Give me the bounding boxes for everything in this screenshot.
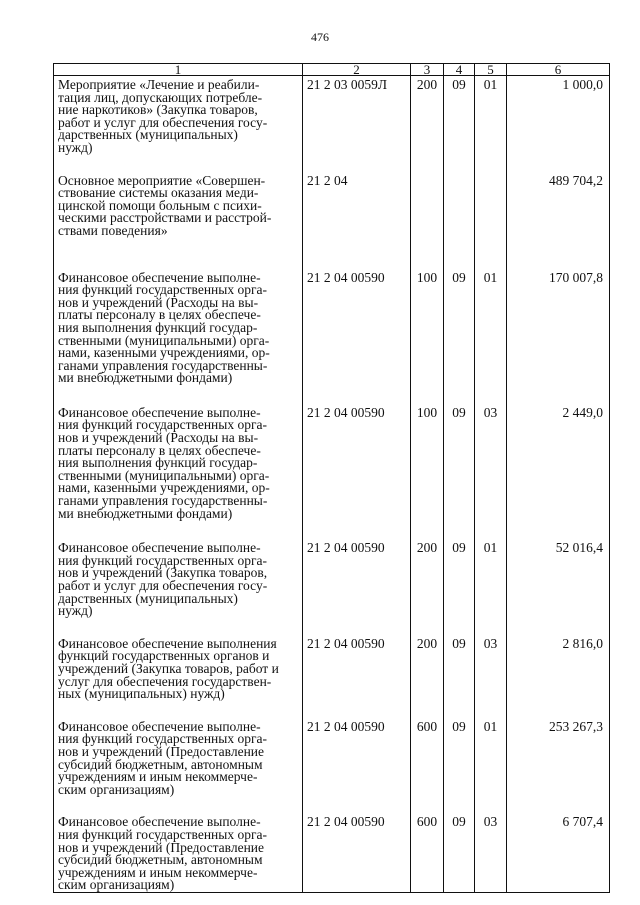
row-amount-cell [507, 172, 610, 272]
page-number: 476 [311, 30, 329, 44]
row-pr-cell [475, 175, 507, 272]
row-csr-cell [303, 718, 411, 817]
column-header-amount: 6 [507, 64, 610, 76]
table-body [54, 76, 610, 893]
row-rz-text: 09 [452, 635, 466, 651]
row-vr-cell [411, 76, 444, 175]
table-row [54, 638, 610, 721]
row-csr-text: 21 2 04 00590 [307, 269, 385, 285]
row-amount-cell [507, 542, 610, 638]
row-name-text: Основное мероприятие «Совершен- ствование системы оказания меди- цинской помощи больным с психи- ческими расстройствами и расстрой- ствами поведения» [58, 172, 272, 238]
row-rz-text: 09 [452, 77, 466, 92]
row-name-cell [54, 76, 303, 175]
row-pr-cell [475, 76, 507, 175]
row-vr-cell [411, 542, 444, 638]
row-pr-text: 03 [483, 814, 498, 830]
row-rz-text: 09 [452, 404, 466, 420]
row-csr-text: 21 2 04 00590 [307, 404, 385, 420]
table-row [54, 175, 610, 272]
row-pr-text: 03 [483, 635, 498, 651]
table-row [54, 407, 610, 542]
row-rz-cell [444, 542, 475, 638]
row-name-text: Финансовое обеспечение выполне- ния функций государственных орга- нов и учреждений (Расходы на вы- платы персоналу в целях обеспече- ния выполнения функций государ- ственными (муниципальными) орга- нами, казенными учреждениями, ор- ганами управления государственны- ми внебюджетными фондами) [58, 404, 270, 521]
row-rz-text: 09 [452, 718, 466, 734]
row-csr-cell [303, 635, 411, 721]
row-pr-cell [475, 269, 507, 407]
row-amount-text: 253 267,3 [549, 718, 603, 734]
row-amount-text: 1 000,0 [562, 77, 603, 92]
row-pr-cell [475, 816, 507, 892]
budget-table [53, 63, 610, 893]
row-csr-text: 21 2 04 00590 [307, 635, 385, 651]
row-amount-text: 2 816,0 [562, 635, 603, 651]
row-vr-cell [411, 269, 444, 407]
row-csr-cell [303, 542, 411, 638]
row-pr-cell [475, 542, 507, 638]
row-amount-text: 52 016,4 [555, 540, 603, 556]
row-rz-cell [444, 269, 475, 407]
row-csr-text: 21 2 04 [307, 172, 348, 188]
row-vr-cell [411, 718, 444, 817]
row-amount-cell [507, 816, 610, 892]
row-rz-cell [444, 175, 475, 272]
row-rz-cell [444, 76, 475, 175]
row-vr-text: 600 [416, 814, 438, 830]
row-name-text: Финансовое обеспечение выполнения функций государственных органов и учреждений (Закупка товаров, работ и услуг для обеспечения государствен- ных (муниципальных) нужд) [58, 635, 279, 702]
row-pr-text: 01 [483, 540, 498, 556]
row-vr-text: 200 [416, 77, 438, 92]
row-csr-cell [303, 816, 411, 892]
table-row [54, 816, 610, 892]
row-name-text: Финансовое обеспечение выполне- ния функций государственных орга- нов и учреждений (Закупка товаров, работ и услуг для обеспечения госу- дарственных (муниципальных) нужд) [58, 540, 268, 619]
column-header-csr: 2 [303, 64, 411, 76]
row-vr-text: 100 [416, 404, 438, 420]
row-rz-cell [444, 816, 475, 892]
row-amount-text: 170 007,8 [549, 269, 603, 285]
row-rz-cell [444, 404, 475, 542]
row-amount-text: 2 449,0 [562, 404, 603, 420]
row-name-text: Финансовое обеспечение выполне- ния функций государственных орга- нов и учреждений (Расходы на вы- платы персоналу в целях обеспече- ния выполнения функций государ- ственными (муниципальными) орга- нами, казенными учреждениями, ор- ганами управления государственны- ми внебюджетными фондами) [58, 269, 270, 386]
row-vr-cell [411, 816, 444, 892]
column-header-vr: 3 [411, 64, 444, 76]
table-row [54, 272, 610, 407]
row-pr-text: 01 [483, 269, 498, 285]
row-name-cell [54, 269, 303, 407]
row-csr-cell [303, 76, 411, 175]
row-pr-text: 01 [483, 77, 498, 92]
row-rz-cell [444, 718, 475, 817]
row-rz-text: 09 [452, 814, 466, 830]
row-rz-text: 09 [452, 540, 466, 556]
row-name-text: Финансовое обеспечение выполне- ния функций государственных орга- нов и учреждений (Предоставление субсидий бюджетным, автономным учреждениям и иным некоммерче- ским организациям) [58, 814, 267, 893]
row-pr-text: 03 [483, 404, 498, 420]
row-csr-cell [303, 269, 411, 407]
row-name-text: Финансовое обеспечение выполне- ния функций государственных орга- нов и учреждений (Предоставление субсидий бюджетным, автономным учреждениям и иным некоммерче- ским организациям) [58, 718, 267, 797]
row-pr-cell [475, 718, 507, 817]
column-header-name: 1 [54, 64, 303, 76]
row-amount-cell [507, 635, 610, 721]
row-csr-text: 21 2 03 0059Л [307, 77, 388, 92]
row-csr-text: 21 2 04 00590 [307, 718, 385, 734]
row-csr-text: 21 2 04 00590 [307, 540, 385, 556]
row-csr-cell [303, 404, 411, 542]
row-vr-text: 600 [416, 718, 438, 734]
row-vr-cell [411, 635, 444, 721]
row-name-cell [54, 718, 303, 817]
table-row [54, 721, 610, 817]
table-row [54, 76, 610, 175]
table-row [54, 542, 610, 638]
row-pr-cell [475, 635, 507, 721]
row-pr-cell [475, 404, 507, 542]
row-vr-text: 100 [416, 269, 438, 285]
row-vr-text: 200 [416, 540, 438, 556]
row-pr-text: 01 [483, 718, 498, 734]
row-csr-text: 21 2 04 00590 [307, 814, 385, 830]
row-rz-text: 09 [452, 269, 466, 285]
row-amount-cell [507, 76, 610, 175]
row-amount-text: 6 707,4 [562, 814, 603, 830]
row-amount-cell [507, 404, 610, 542]
row-vr-text: 200 [416, 635, 438, 651]
row-name-cell [54, 542, 303, 638]
row-name-text: Мероприятие «Лечение и реабили- тация лиц, допускающих потребле- ние наркотиков» (Закупка товаров, работ и услуг для обеспечения госу- дарственных (муниципальных) нужд) [58, 77, 268, 155]
header-row [54, 64, 610, 76]
row-name-cell [54, 816, 303, 892]
row-name-cell [54, 172, 303, 272]
row-name-cell [54, 404, 303, 542]
row-rz-cell [444, 635, 475, 721]
row-amount-cell [507, 718, 610, 817]
row-vr-cell [411, 175, 444, 272]
column-header-rz: 4 [444, 64, 475, 76]
row-csr-cell [303, 172, 411, 272]
row-amount-text: 489 704,2 [549, 172, 603, 188]
row-name-cell [54, 635, 303, 721]
row-amount-cell [507, 269, 610, 407]
column-header-pr: 5 [475, 64, 507, 76]
row-vr-cell [411, 404, 444, 542]
